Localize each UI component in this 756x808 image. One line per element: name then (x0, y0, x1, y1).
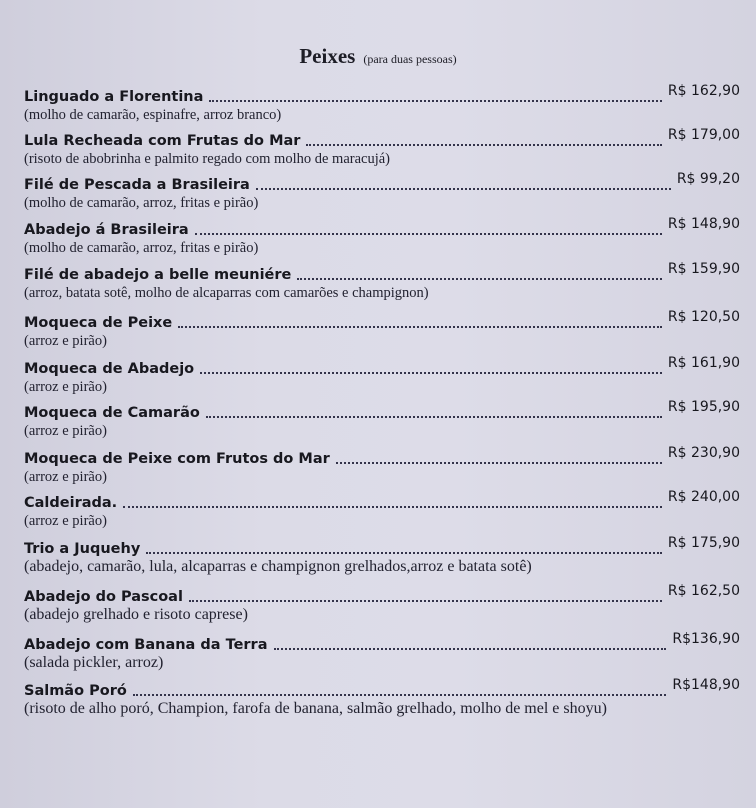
menu-item-name: Salmão Poró (24, 683, 127, 699)
menu-item-name: Moqueca de Camarão (24, 405, 200, 421)
menu-item-price: R$148,90 (672, 677, 740, 693)
menu-item-price: R$ 162,50 (667, 583, 740, 599)
menu-item-description: (molho de camarão, arroz, fritas e pirão) (24, 195, 259, 211)
menu-item-name: Lula Recheada com Frutas do Mar (24, 133, 301, 149)
menu-item-description: (arroz e pirão) (24, 513, 107, 529)
section-title: Peixes (299, 44, 356, 68)
dotted-leader (189, 600, 662, 602)
menu-item-name: Moqueca de Peixe com Frutos do Mar (24, 451, 330, 467)
menu-item-header (24, 584, 740, 606)
menu-item-header (24, 446, 740, 468)
menu-item-abadejo-banana (24, 632, 740, 676)
menu-item-description: (molho de camarão, espinafre, arroz branco) (24, 107, 282, 123)
menu-item-name: Caldeirada. (24, 495, 118, 511)
section-subtitle: (para duas pessoas) (363, 52, 457, 66)
menu-item-description: (abadejo, camarão, lula, alcaparras e champignon grelhados,arroz e batata sotê) (24, 558, 532, 575)
menu-item-abadejo-pascoal (24, 584, 740, 628)
dotted-leader (123, 506, 662, 508)
menu-item-header (24, 262, 740, 284)
menu-item-description: (abadejo grelhado e risoto caprese) (24, 606, 248, 623)
menu-item-name: Moqueca de Peixe (24, 315, 173, 331)
dotted-leader (274, 648, 667, 650)
menu-item-linguado (24, 84, 740, 128)
menu-item-description: (arroz e pirão) (24, 333, 107, 349)
menu-item-moqueca-peixe (24, 310, 740, 354)
menu-item-file-abadejo-meuniere (24, 262, 740, 306)
menu-item-caldeirada (24, 490, 740, 534)
menu-item-description: (salada pickler, arroz) (24, 654, 164, 671)
menu-item-abadejo-brasileira (24, 217, 740, 261)
dotted-leader (146, 552, 662, 554)
menu-item-header (24, 217, 740, 239)
menu-item-price: R$ 99,20 (676, 171, 740, 187)
menu-item-name: Linguado a Florentina (24, 89, 204, 105)
menu-item-header (24, 490, 740, 512)
menu-item-price: R$ 120,50 (667, 309, 740, 325)
menu-item-price: R$ 240,00 (667, 489, 740, 505)
menu-item-file-pescada (24, 172, 740, 216)
menu-item-description: (arroz e pirão) (24, 379, 107, 395)
menu-item-moqueca-camarao (24, 400, 740, 444)
menu-item-price: R$ 195,90 (667, 399, 740, 415)
menu-item-trio-juquehy (24, 536, 740, 580)
dotted-leader (206, 416, 662, 418)
dotted-leader (200, 372, 662, 374)
menu-item-price: R$ 230,90 (667, 445, 740, 461)
menu-item-header (24, 128, 740, 150)
menu-item-header (24, 632, 740, 654)
dotted-leader (297, 278, 662, 280)
dotted-leader (336, 462, 662, 464)
menu-item-description: (arroz, batata sotê, molho de alcaparras com camarões e champignon) (24, 285, 429, 301)
menu-item-salmao-poro (24, 678, 740, 722)
menu-item-header (24, 172, 740, 194)
menu-item-price: R$ 148,90 (667, 216, 740, 232)
menu-item-name: Abadejo com Banana da Terra (24, 637, 268, 653)
dotted-leader (178, 326, 662, 328)
menu-item-header (24, 84, 740, 106)
menu-item-name: Abadejo á Brasileira (24, 222, 189, 238)
menu-item-price: R$ 161,90 (667, 355, 740, 371)
menu-item-price: R$ 179,00 (667, 127, 740, 143)
menu-item-description: (molho de camarão, arroz, fritas e pirão) (24, 240, 259, 256)
menu-item-name: Trio a Juquehy (24, 541, 141, 557)
menu-item-header (24, 400, 740, 422)
dotted-leader (209, 100, 662, 102)
menu-item-description: (risoto de alho poró, Champion, farofa de banana, salmão grelhado, molho de mel e shoyu) (24, 700, 607, 717)
menu-item-header (24, 310, 740, 332)
menu-item-description: (risoto de abobrinha e palmito regado com molho de maracujá) (24, 151, 390, 167)
dotted-leader (306, 144, 661, 146)
menu-item-price: R$ 175,90 (667, 535, 740, 551)
section-header (0, 44, 756, 69)
menu-item-description: (arroz e pirão) (24, 423, 107, 439)
menu-item-header (24, 356, 740, 378)
menu-item-moqueca-frutos-mar (24, 446, 740, 490)
menu-item-header (24, 536, 740, 558)
menu-item-moqueca-abadejo (24, 356, 740, 400)
dotted-leader (133, 694, 667, 696)
menu-item-price: R$ 162,90 (667, 83, 740, 99)
menu-item-name: Moqueca de Abadejo (24, 361, 195, 377)
menu-item-name: Filé de Pescada a Brasileira (24, 177, 250, 193)
dotted-leader (195, 233, 662, 235)
menu-item-price: R$136,90 (672, 631, 740, 647)
menu-item-name: Filé de abadejo a belle meuniére (24, 267, 292, 283)
menu-item-name: Abadejo do Pascoal (24, 589, 183, 605)
menu-item-header (24, 678, 740, 700)
menu-item-lula-recheada (24, 128, 740, 172)
menu-item-description: (arroz e pirão) (24, 469, 107, 485)
menu-item-price: R$ 159,90 (667, 261, 740, 277)
dotted-leader (256, 188, 671, 190)
